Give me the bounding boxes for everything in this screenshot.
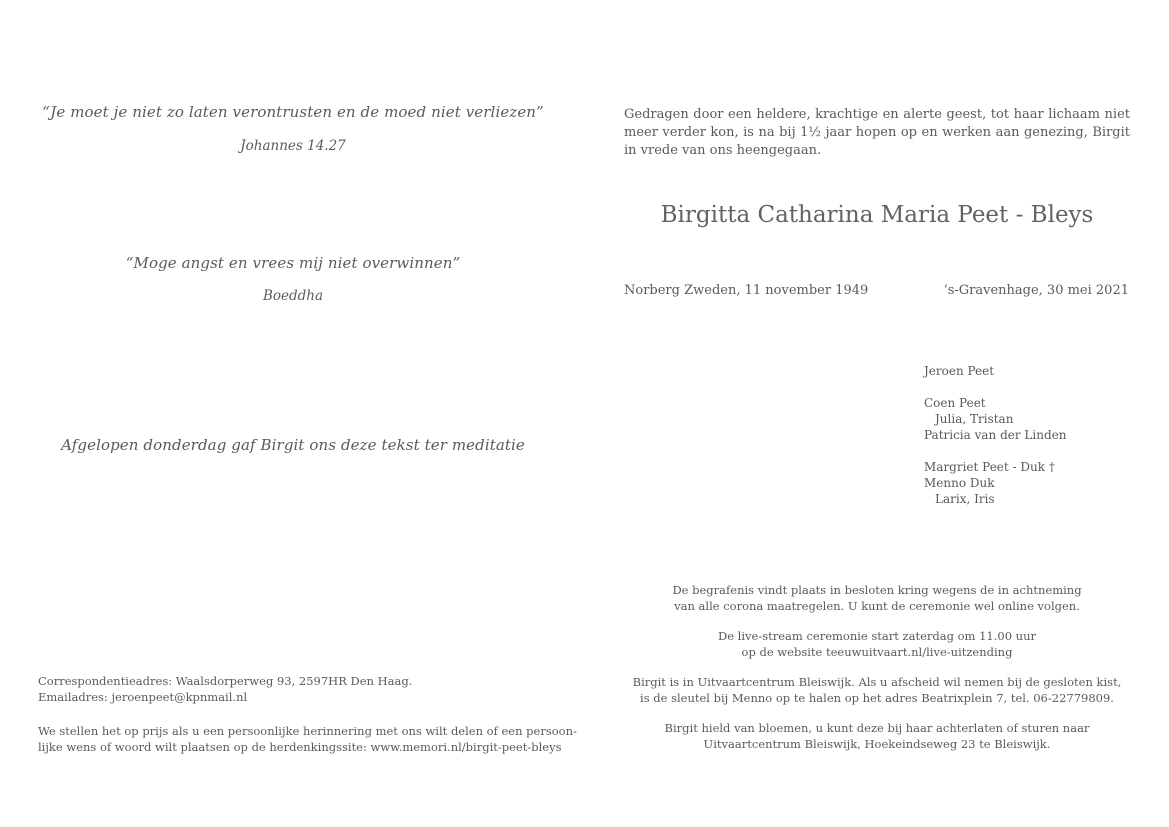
family-member: Margriet Peet - Duk † bbox=[924, 460, 1055, 474]
quote-boeddha-source: Boeddha bbox=[262, 288, 324, 304]
memorial-line-2: lijke wens of woord wilt plaatsen op de herdenkingssite: www.memori.nl/birgit-peet-bleys bbox=[38, 740, 562, 754]
family-member: Coen Peet bbox=[924, 396, 986, 410]
flowers-line-1: Birgit hield van bloemen, u kunt deze bij haar achterlaten of sturen naar bbox=[664, 721, 1090, 735]
family-spacer bbox=[924, 443, 1066, 459]
livestream-line-1: De live-stream ceremonie start zaterdag om 11.00 uur bbox=[718, 629, 1036, 643]
funeral-notice bbox=[624, 583, 1130, 614]
farewell-line-1: Birgit is in Uitvaartcentrum Bleiswijk. Als u afscheid wil nemen bij de gesloten kist, bbox=[632, 675, 1122, 689]
livestream-line-2: op de website teeuwuitvaart.nl/live-uitzending bbox=[741, 644, 1013, 659]
quote-johannes-source: Johannes 14.27 bbox=[240, 138, 346, 154]
family-spacer bbox=[924, 379, 1066, 395]
family-member: Jeroen Peet bbox=[924, 364, 995, 378]
family-member: Julia, Tristan bbox=[935, 412, 1014, 426]
farewell-line-2: is de sleutel bij Menno op te halen op het adres Beatrixplein 7, tel. 06-22779809. bbox=[640, 690, 1114, 705]
intro-paragraph: Gedragen door een heldere, krachtige en alerte geest, tot haar lichaam niet meer verder kon, is na bij 1½ jaar hopen op en werken aan genezing, Birgit in vrede van ons heengegaan. bbox=[624, 107, 1130, 158]
correspondence-block bbox=[38, 673, 412, 705]
death-date: ‘s-Gravenhage, 30 mei 2021 bbox=[943, 283, 1129, 298]
correspondence-address: Correspondentieadres: Waalsdorperweg 93, 2597HR Den Haag. bbox=[38, 674, 413, 688]
meditation-text: Afgelopen donderdag gaf Birgit ons deze tekst ter meditatie bbox=[61, 436, 525, 454]
deceased-name: Birgitta Catharina Maria Peet - Bleys bbox=[660, 202, 1094, 228]
family-list bbox=[924, 363, 1066, 507]
family-member: Larix, Iris bbox=[935, 492, 995, 506]
quote-johannes: “Je moet je niet zo laten verontrusten en de moed niet verliezen” bbox=[42, 103, 544, 121]
family-member: Menno Duk bbox=[924, 476, 995, 490]
memorial-site-note bbox=[38, 723, 577, 755]
funeral-line-1: De begrafenis vindt plaats in besloten kring wegens de in achtneming bbox=[672, 583, 1082, 597]
funeral-line-2: van alle corona maatregelen. U kunt de ceremonie wel online volgen. bbox=[674, 598, 1080, 613]
flowers-line-2: Uitvaartcentrum Bleiswijk, Hoekeindseweg 23 te Bleiswijk. bbox=[703, 736, 1051, 751]
family-member: Patricia van der Linden bbox=[924, 428, 1067, 442]
livestream-notice bbox=[624, 629, 1130, 660]
quote-boeddha: “Moge angst en vrees mij niet overwinnen” bbox=[125, 254, 461, 272]
email-address: Emailadres: jeroenpeet@kpnmail.nl bbox=[38, 690, 248, 704]
birth-date: Norberg Zweden, 11 november 1949 bbox=[624, 283, 869, 298]
memorial-line-1: We stellen het op prijs als u een persoonlijke herinnering met ons wilt delen of een persoon- bbox=[38, 724, 577, 738]
farewell-notice bbox=[624, 675, 1130, 706]
flowers-notice bbox=[624, 721, 1130, 752]
